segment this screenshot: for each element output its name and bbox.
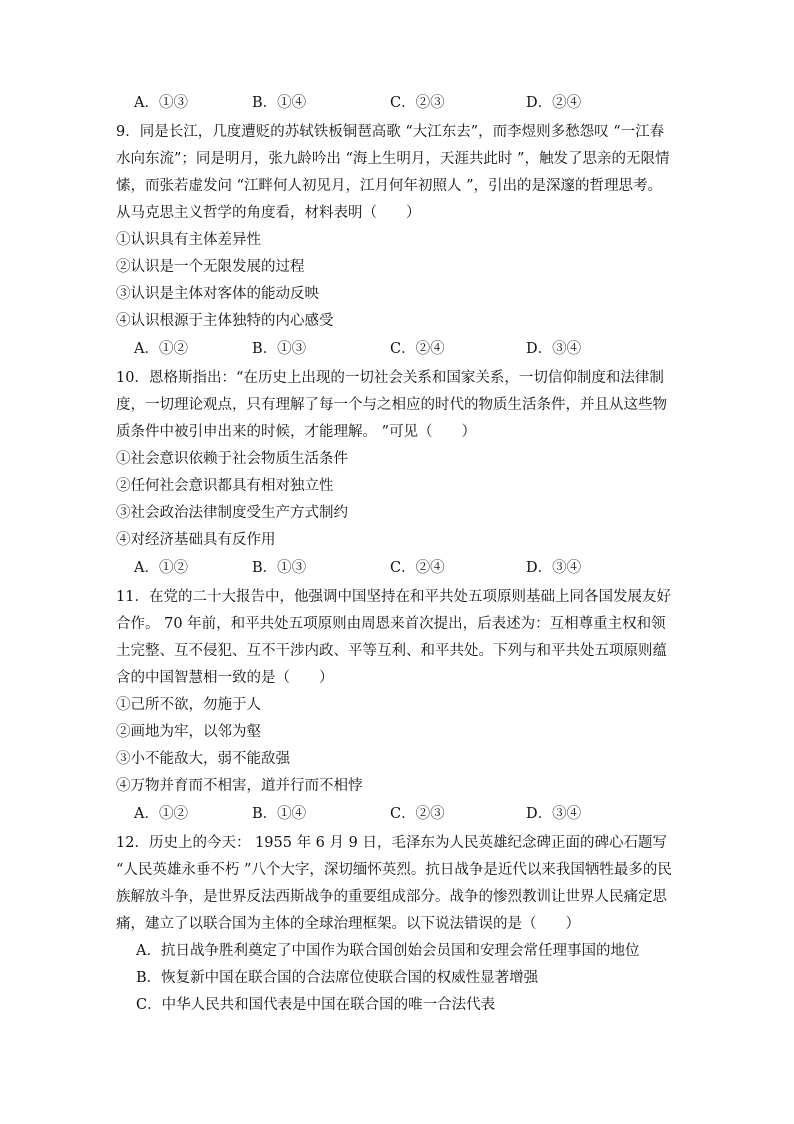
q11-item-2: ②画地为牢，以邻为壑 bbox=[116, 724, 261, 740]
q12-option-c[interactable]: C．中华人民共和国代表是中国在联合国的唯一合法代表 bbox=[136, 997, 496, 1013]
q8-options bbox=[134, 94, 694, 112]
q10-stem-line: 度，一切理论观点，只有理解了每一个与之相应的时代的物质生活条件，并且从这些物 bbox=[116, 397, 667, 413]
q12-stem-line: 12．历史上的今天： 1955 年 6 月 9 日，毛泽东为人民英雄纪念碑正面的碑心石题写 bbox=[116, 835, 667, 851]
q9-option-c[interactable]: C．②④ bbox=[390, 341, 445, 357]
q9-stem-line: 从马克思主义哲学的角度看，材料表明（ ） bbox=[116, 205, 421, 221]
q8-option-c[interactable]: C．②③ bbox=[390, 95, 445, 111]
q9-option-d[interactable]: D．③④ bbox=[526, 341, 582, 357]
q12-option-a[interactable]: A．抗日战争胜利奠定了中国作为联合国创始会员国和安理会常任理事国的地位 bbox=[136, 943, 640, 959]
q12-stem-line: “人民英雄永垂不朽 ”八个大字，深切缅怀英烈。抗日战争是近代以来我国牺牲最多的民 bbox=[116, 862, 672, 878]
q9-options bbox=[134, 340, 694, 358]
q9-stem-line: 9．同是长江，几度遭贬的苏轼铁板铜琶高歌 “大江东去”，而李煜则多愁怨叹 “一江春 bbox=[116, 124, 665, 140]
q10-item-3: ③社会政治法律制度受生产方式制约 bbox=[116, 505, 348, 521]
q9-item-2: ②认识是一个无限发展的过程 bbox=[116, 259, 305, 275]
q10-item-2: ②任何社会意识都具有相对独立性 bbox=[116, 478, 334, 494]
q10-item-1: ①社会意识依赖于社会物质生活条件 bbox=[116, 451, 348, 467]
q11-option-b[interactable]: B．①④ bbox=[252, 806, 307, 822]
q11-options bbox=[134, 805, 694, 823]
q11-item-4: ④万物并育而不相害，道并行而不相悖 bbox=[116, 778, 363, 794]
q8-option-d[interactable]: D．②④ bbox=[526, 95, 582, 111]
q9-option-a[interactable]: A．①② bbox=[134, 341, 188, 357]
q10-options bbox=[134, 559, 694, 577]
q8-option-b[interactable]: B．①④ bbox=[252, 95, 307, 111]
q11-option-c[interactable]: C．②③ bbox=[390, 806, 445, 822]
q11-stem-line: 含的中国智慧相一致的是（ ） bbox=[116, 670, 334, 686]
q11-stem-line: 合作。 70 年前，和平共处五项原则由周恩来首次提出，后表述为：互相尊重主权和领 bbox=[116, 616, 666, 632]
q10-option-d[interactable]: D．③④ bbox=[526, 560, 582, 576]
q10-option-c[interactable]: C．②④ bbox=[390, 560, 445, 576]
q10-stem-line: 质条件中被引申出来的时候，才能理解。 ”可见（ ） bbox=[116, 424, 477, 440]
q9-option-b[interactable]: B．①③ bbox=[252, 341, 307, 357]
q11-option-a[interactable]: A．①② bbox=[134, 806, 188, 822]
q10-option-b[interactable]: B．①③ bbox=[252, 560, 307, 576]
q10-option-a[interactable]: A．①② bbox=[134, 560, 188, 576]
q9-stem-line: 愫，而张若虚发问 “江畔何人初见月，江月何年初照人 ”，引出的是深邃的哲理思考。 bbox=[116, 178, 663, 194]
q10-stem-line: 10．恩格斯指出：“在历史上出现的一切社会关系和国家关系，一切信仰制度和法律制 bbox=[116, 370, 664, 386]
q11-stem-line: 土完整、互不侵犯、互不干涉内政、平等互利、和平共处。下列与和平共处五项原则蕴 bbox=[116, 643, 667, 659]
q10-item-4: ④对经济基础具有反作用 bbox=[116, 532, 276, 548]
q9-stem-line: 水向东流”；同是明月，张九龄吟出 “海上生明月，天涯共此时 ”，触发了思亲的无限情 bbox=[116, 151, 670, 167]
q11-stem-line: 11．在党的二十大报告中，他强调中国坚持在和平共处五项原则基础上同各国发展友好 bbox=[116, 589, 671, 605]
q12-stem-line: 痛，建立了以联合国为主体的全球治理框架。以下说法错误的是（ ） bbox=[116, 916, 580, 932]
q11-item-1: ①己所不欲，勿施于人 bbox=[116, 697, 261, 713]
q9-item-3: ③认识是主体对客体的能动反映 bbox=[116, 286, 319, 302]
q12-stem-line: 族解放斗争，是世界反法西斯战争的重要组成部分。战争的惨烈教训让世界人民痛定思 bbox=[116, 889, 667, 905]
q8-option-a[interactable]: A．①③ bbox=[134, 95, 188, 111]
q11-item-3: ③小不能敌大，弱不能敌强 bbox=[116, 751, 290, 767]
q12-option-b[interactable]: B．恢复新中国在联合国的合法席位使联合国的权威性显著增强 bbox=[136, 970, 539, 986]
q11-option-d[interactable]: D．③④ bbox=[526, 806, 582, 822]
q9-item-4: ④认识根源于主体独特的内心感受 bbox=[116, 313, 334, 329]
q9-item-1: ①认识具有主体差异性 bbox=[116, 232, 261, 248]
